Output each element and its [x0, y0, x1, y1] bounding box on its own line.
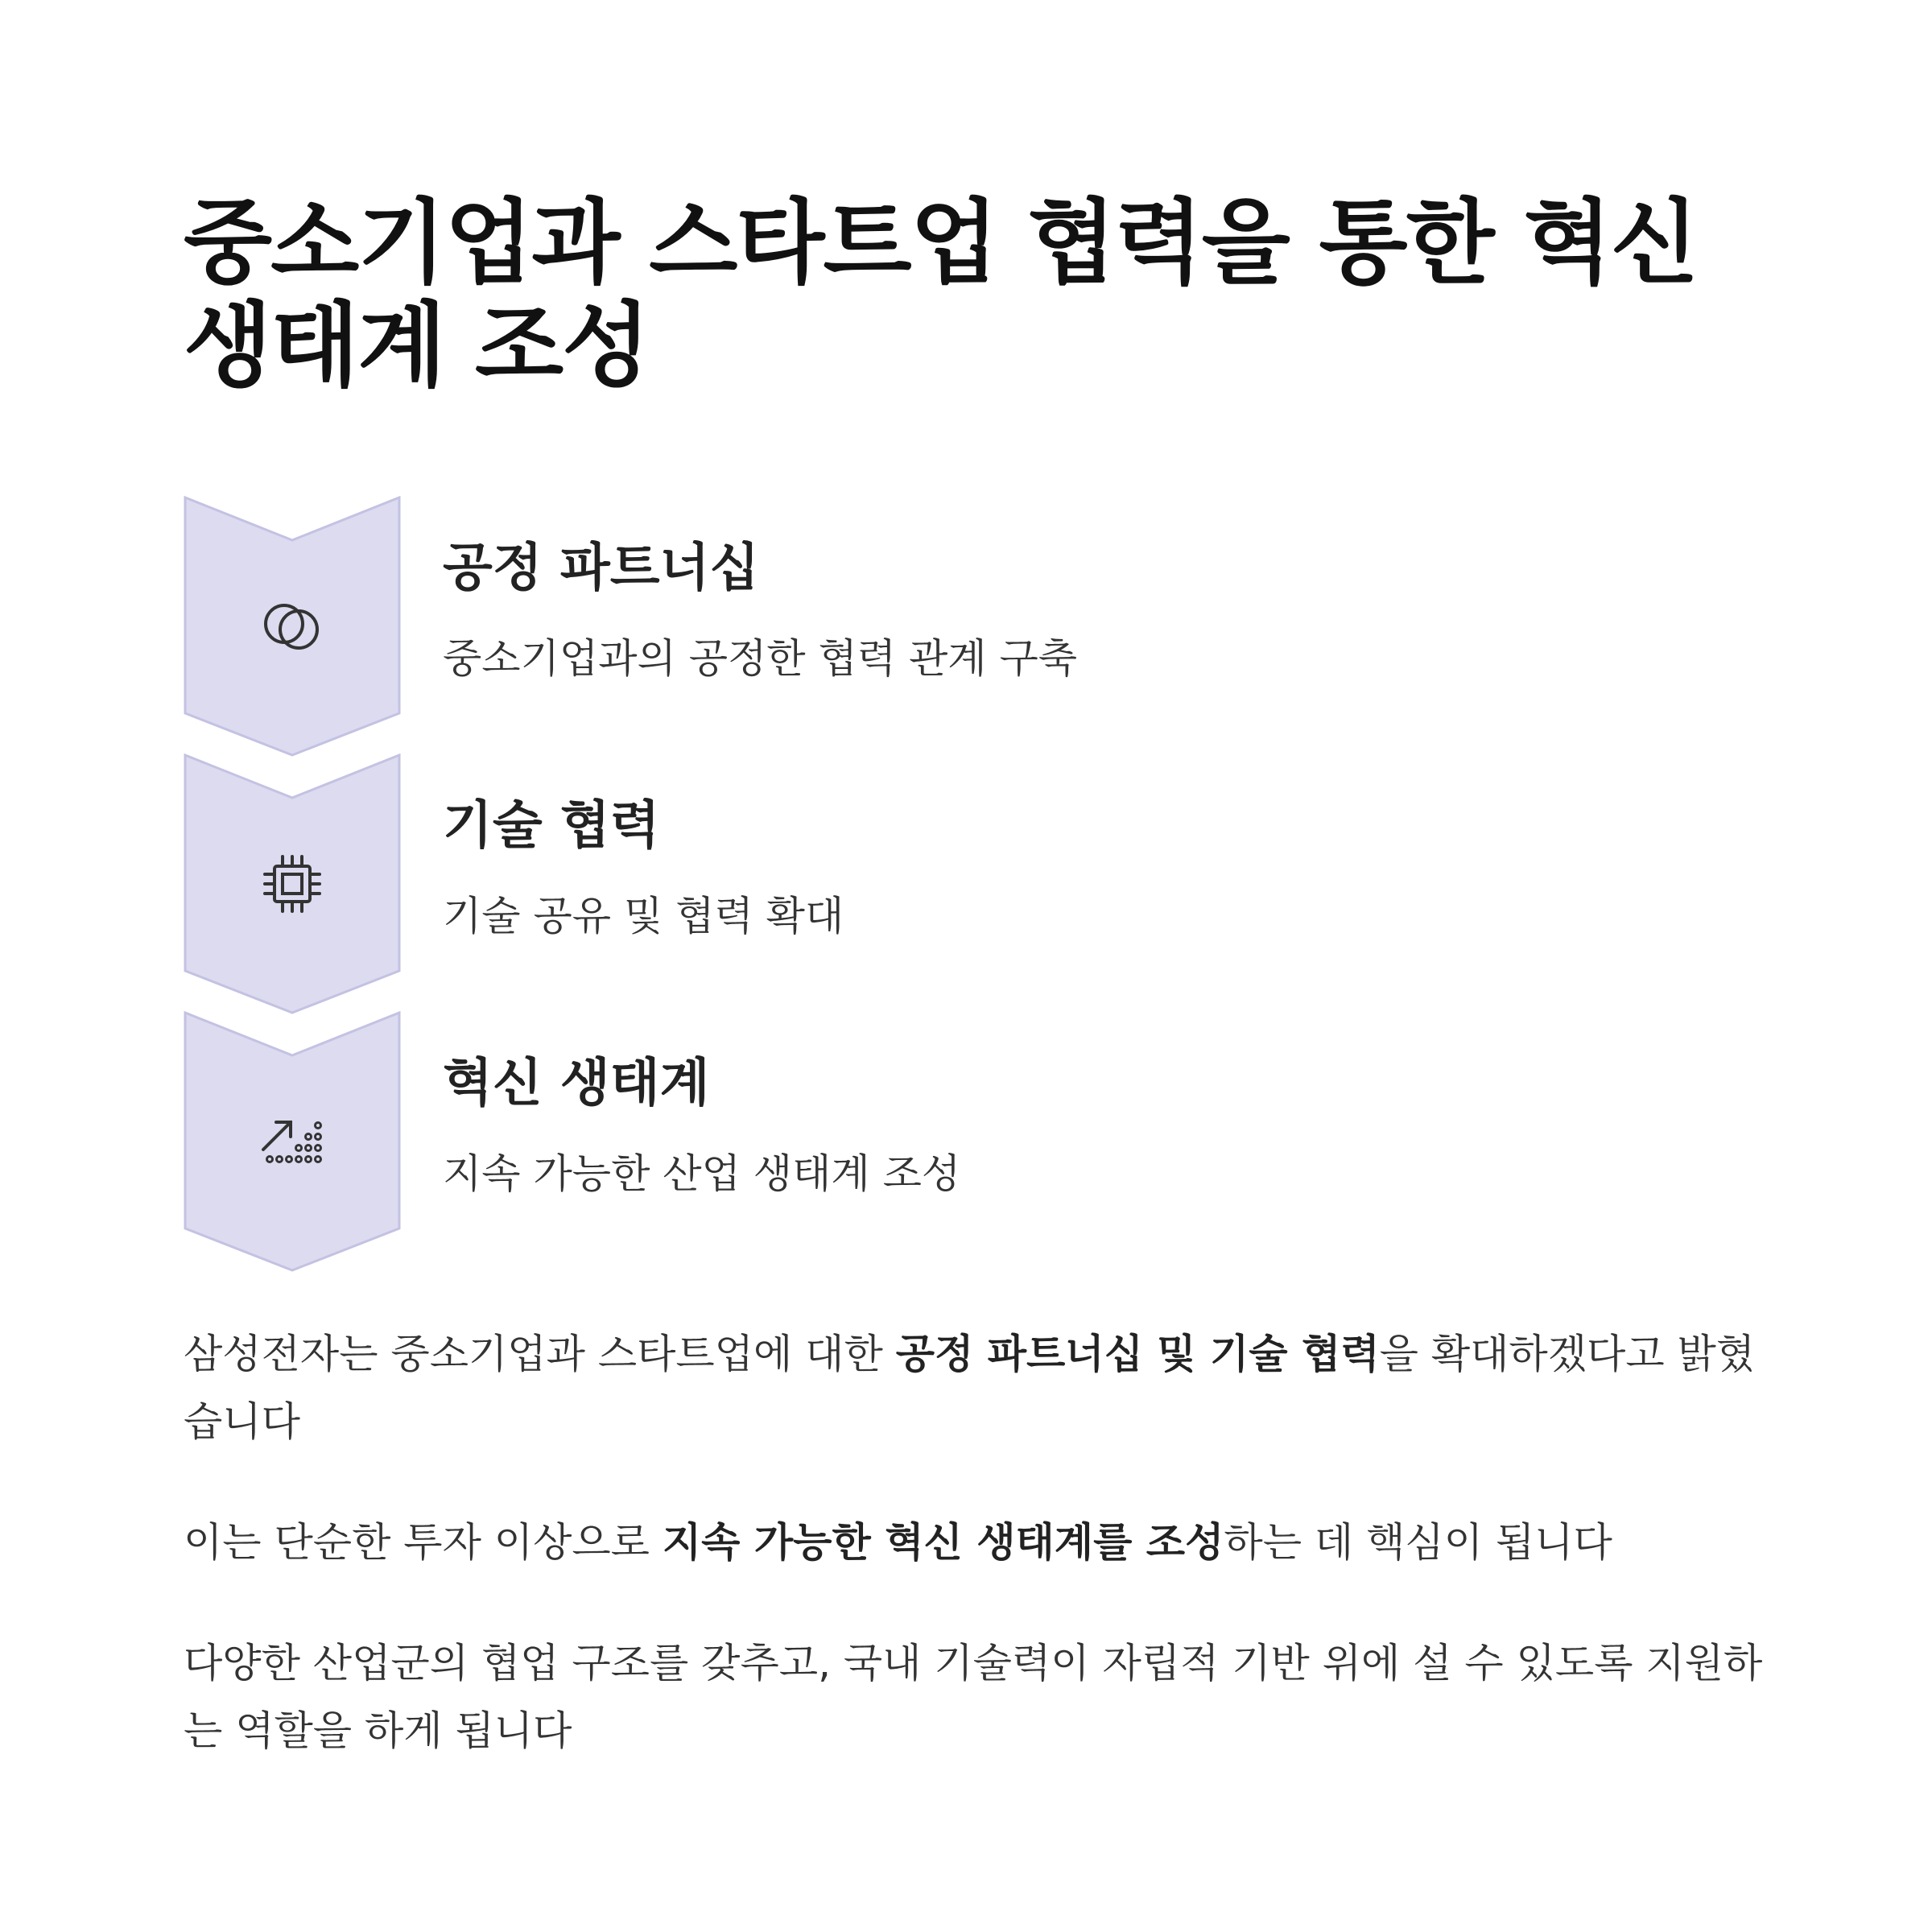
paragraph-text: 삼성전자는 중소기업과 스타트업에 대한 [184, 1331, 896, 1377]
cpu-chip-icon [252, 844, 332, 924]
paragraph [184, 1509, 1777, 1576]
step-tech-cooperation [184, 753, 1794, 1014]
paragraph [184, 1320, 1777, 1455]
paragraph-text: 이는 단순한 투자 이상으로 [184, 1519, 663, 1566]
growth-arrow-dots-icon [252, 1101, 332, 1182]
page-title: 중소기업과 스타트업 협력을 통한 혁신 생태계 조성 [184, 189, 1698, 399]
paragraph-text: 하는 데 핵심이 됩니다 [1224, 1519, 1612, 1566]
paragraph-text: 을 확대하겠다고 밝혔습니다 [184, 1331, 1756, 1445]
step-fair-partnership [184, 496, 1794, 757]
step-description: 지속 가능한 산업 생태계 조성 [443, 1150, 961, 1197]
step-description: 중소기업과의 공정한 협력 관계 구축 [443, 635, 1078, 682]
step-title: 혁신 생태계 [443, 1054, 710, 1113]
body-text [184, 1320, 1777, 1818]
paragraph-highlight: 공정 파트너십 및 기술 협력 [895, 1331, 1380, 1377]
step-title: 기술 협력 [443, 796, 660, 856]
paragraph-text: 다양한 산업군의 협업 구조를 갖추고, 국내 기술력이 자립적 기반 위에 설 수 있도록 지원하는 역할을 하게 됩니다 [184, 1640, 1763, 1754]
step-description: 기술 공유 및 협력 확대 [443, 893, 844, 939]
paragraph [184, 1629, 1777, 1765]
step-innovation-ecosystem [184, 1011, 1794, 1272]
overlapping-circles-icon [252, 586, 332, 667]
step-title: 공정 파트너십 [443, 539, 760, 598]
paragraph-highlight: 지속 가능한 혁신 생태계를 조성 [662, 1519, 1224, 1566]
